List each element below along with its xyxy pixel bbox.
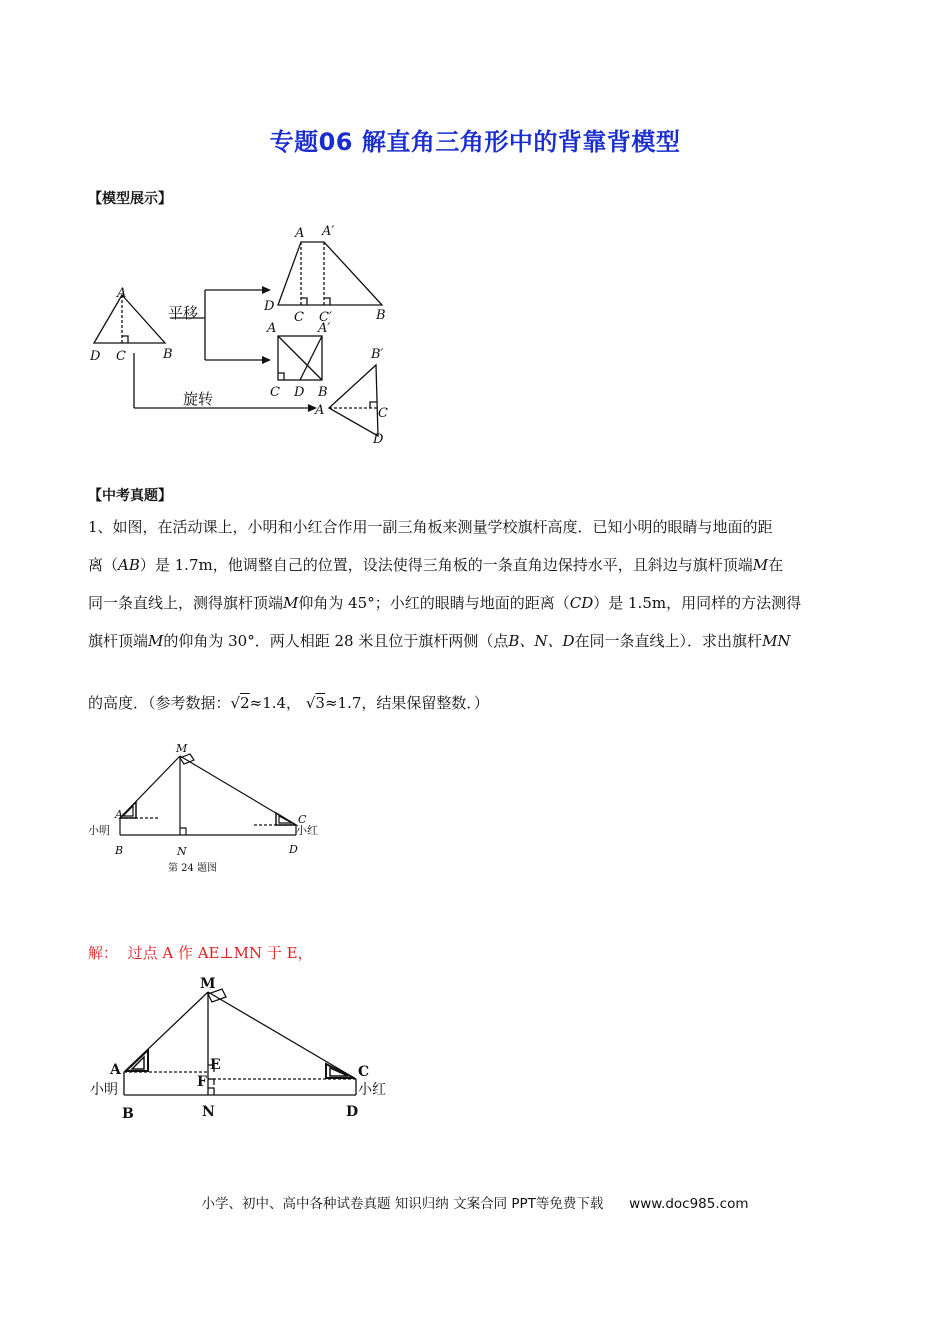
fig1-label-B: B (115, 844, 124, 857)
model-rotated-triangle (329, 365, 378, 436)
fig2-sightline-CM (208, 992, 356, 1079)
problem-line-1: 1、如图，在活动课上，小明和小红合作用一副三角板来测量学校旗杆高度．已知小明的眼睛与地面的距 (88, 518, 773, 536)
fig2-label-E: E (210, 1057, 221, 1073)
fig1-label-D: D (289, 843, 298, 856)
label-B-square: B (318, 385, 328, 400)
arrowhead-top (262, 286, 271, 294)
problem-line-4: 旗杆顶端M的仰角为 30°．两人相距 28 米且位于旗杆两侧（点B、N、D在同一条直线上）．求出旗杆MN (88, 632, 791, 650)
fig1-label-A: A (115, 808, 123, 821)
solution-text: 解： 过点 A 作 AE⊥MN 于 E， (88, 944, 313, 962)
fig1-caption: 第 24 题图 (168, 863, 218, 874)
arrowhead-mid (262, 356, 271, 364)
model-original-right-angle (122, 336, 128, 343)
fig1-label-N: N (177, 845, 187, 858)
problem-line-5: 的高度．（参考数据：√2≈1.4， √3≈1.7，结果保留整数．） (88, 694, 489, 712)
fig2-label-F: F (197, 1074, 207, 1090)
section-heading-model: 【模型展示】 (88, 191, 172, 207)
fig2-label-D: D (346, 1104, 359, 1120)
label-A: A (117, 286, 127, 301)
label-translate: 平移 (168, 304, 199, 322)
problem-line-2: 离（AB）是 1.7m，他调整自己的位置，设法使得三角板的一条直角边保持水平，且斜边与旗杆顶端M在 (88, 556, 784, 574)
model-original-triangle (94, 295, 165, 343)
fig2-label-M: M (200, 976, 216, 992)
fig2-label-B: B (122, 1106, 134, 1122)
fig1-label-M: M (176, 742, 188, 755)
label-D-square: D (294, 385, 305, 400)
label-C-square: C (270, 385, 280, 400)
label-B-trap: B (376, 308, 386, 323)
problem-text (88, 508, 868, 722)
label-C-trap: C (294, 310, 304, 325)
model-trapezoid (278, 242, 382, 305)
label-A-rot: A (315, 403, 325, 418)
fig2-label-xiaohong: 小红 (358, 1082, 386, 1098)
label-C: C (116, 349, 126, 364)
label-D: D (90, 349, 101, 364)
label-B: B (163, 347, 173, 362)
label-C-prime-trap: C′ (319, 310, 332, 325)
footer-site-link[interactable]: www.doc985.com (629, 1196, 749, 1212)
fig2-label-N: N (202, 1104, 215, 1120)
label-A-prime-trap: A′ (322, 224, 335, 239)
footer-text: 小学、初中、高中各种试卷真题 知识归纳 文案合同 PPT等免费下载 (201, 1196, 604, 1212)
fig1-label-xiaoming: 小明 (88, 824, 110, 837)
solution-figure (82, 970, 402, 1130)
page-title: 专题06 解直角三角形中的背靠背模型 (269, 128, 681, 156)
label-C-rot: C (378, 406, 388, 421)
label-D-trap: D (264, 299, 275, 314)
fig1-label-xiaohong: 小红 (296, 824, 318, 837)
label-D-rot: D (373, 432, 384, 447)
problem-line-3: 同一条直线上，测得旗杆顶端M仰角为 45°；小红的眼睛与地面的距离（CD）是 1.5m，用同样的方法测得 (88, 594, 802, 612)
fig1-label-C: C (298, 813, 307, 826)
page-footer (0, 1192, 950, 1212)
section-heading-exam: 【中考真题】 (88, 488, 172, 504)
label-A-prime-square: A′ (318, 321, 331, 336)
model-figure (80, 215, 420, 450)
fig2-label-A: A (110, 1062, 121, 1078)
problem-figure (82, 740, 342, 880)
fig2-label-C: C (358, 1064, 370, 1080)
fig2-label-xiaoming: 小明 (90, 1082, 118, 1098)
label-rotate: 旋转 (183, 390, 214, 408)
label-A-square: A (267, 321, 277, 336)
label-B-prime-rot: B′ (371, 347, 384, 362)
label-A-trap: A (295, 226, 305, 241)
